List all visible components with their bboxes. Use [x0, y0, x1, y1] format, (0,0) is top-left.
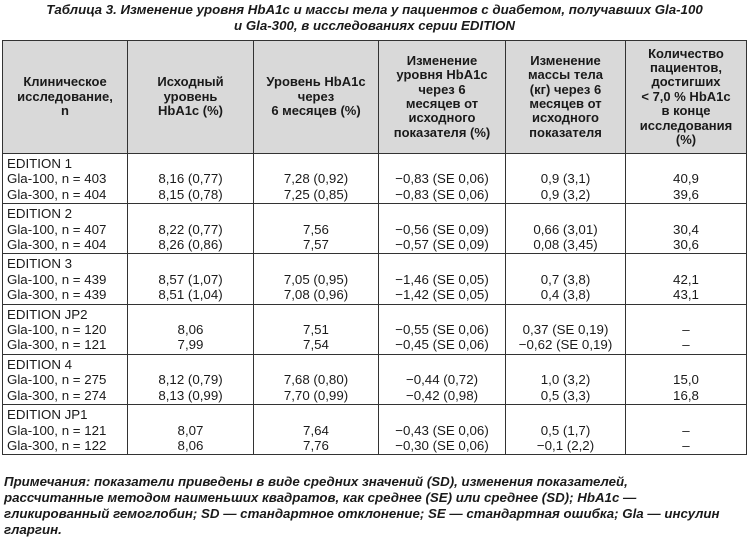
cell-value: 0,08 (3,45)	[533, 237, 598, 253]
blank-line	[510, 206, 621, 221]
value-cell-baseline	[128, 405, 254, 455]
blank-line	[630, 156, 742, 171]
value-cell-target	[626, 304, 747, 354]
value-cell-hba1c-change	[379, 405, 506, 455]
value-cell-hba1c-change	[379, 154, 506, 204]
column-header-line: исходного	[532, 110, 599, 126]
blank-line	[132, 407, 249, 422]
value-cell-baseline	[128, 204, 254, 254]
cell-value: −0,83 (SE 0,06)	[395, 186, 489, 202]
study-name: EDITION 4	[7, 356, 73, 372]
value-cell-weight-change	[506, 304, 626, 354]
cell-value: 1,0 (3,2)	[540, 372, 591, 388]
cell-value: 8,51 (1,04)	[158, 287, 223, 303]
column-header-line: Изменение	[530, 52, 601, 68]
column-header-line: показателя	[529, 124, 602, 140]
column-header-line: достигших	[651, 74, 721, 90]
cell-value: −1,42 (SE 0,05)	[395, 287, 489, 303]
value-cell-hba1c-change	[379, 204, 506, 254]
value-cell-target	[626, 405, 747, 455]
cell-value: −1,46 (SE 0,05)	[395, 271, 489, 287]
blank-line	[510, 156, 621, 171]
cell-value: −0,62 (SE 0,19)	[518, 337, 613, 353]
cell-value: –	[682, 337, 690, 353]
value-cell-target	[626, 354, 747, 404]
blank-line	[383, 357, 501, 372]
column-header-line: месяцев от	[529, 96, 602, 111]
column-header-line: уровень	[163, 88, 218, 104]
cell-value: 40,9	[673, 171, 699, 187]
value-cell-weight-change	[506, 204, 626, 254]
cell-value: 16,8	[673, 387, 699, 403]
blank-line	[132, 156, 249, 171]
column-header	[379, 41, 506, 154]
cell-value: 7,70 (0,99)	[283, 387, 349, 403]
study-cell	[3, 254, 128, 304]
arm-label: Gla-300, n = 122	[7, 437, 107, 453]
cell-value: –	[682, 422, 690, 438]
notes-line-4: гларгин.	[4, 522, 62, 537]
cell-value: 7,25 (0,85)	[283, 186, 349, 202]
column-header	[128, 41, 254, 154]
value-cell-target	[626, 204, 747, 254]
value-cell-weight-change	[506, 405, 626, 455]
cell-value: −0,42 (0,98)	[405, 387, 479, 403]
study-cell	[3, 405, 128, 455]
cell-value: –	[682, 437, 690, 453]
column-header-line: массы тела	[528, 67, 603, 83]
column-header-line: (%)	[675, 132, 697, 148]
arm-label: Gla-100, n = 121	[7, 422, 107, 438]
cell-value: 8,12 (0,79)	[158, 372, 223, 388]
cell-value: 0,37 (SE 0,19)	[522, 322, 609, 338]
cell-value: 8,13 (0,99)	[158, 387, 223, 403]
value-cell-hba1c-change	[379, 254, 506, 304]
blank-line	[258, 156, 374, 171]
header-row	[3, 41, 747, 154]
value-cell-target	[626, 254, 747, 304]
column-header	[626, 41, 747, 154]
cell-value: 7,28 (0,92)	[283, 171, 349, 187]
cell-value: 8,26 (0,86)	[158, 237, 223, 253]
blank-line	[258, 206, 374, 221]
table-row	[3, 204, 747, 254]
study-cell	[3, 204, 128, 254]
cell-value: −0,1 (2,2)	[536, 437, 595, 453]
column-header-line: 6 месяцев (%)	[271, 103, 361, 119]
cell-value: 8,06	[177, 437, 204, 453]
study-name: EDITION JP2	[7, 306, 88, 322]
arm-label: Gla-100, n = 275	[7, 372, 107, 388]
cell-value: −0,43 (SE 0,06)	[395, 422, 489, 438]
cell-value: 15,0	[673, 372, 699, 388]
value-cell-month6	[254, 204, 379, 254]
cell-value: 7,99	[177, 337, 204, 353]
value-cell-month6	[254, 154, 379, 204]
table-notes	[4, 474, 744, 538]
table-row	[3, 304, 747, 354]
value-cell-month6	[254, 254, 379, 304]
value-cell-hba1c-change	[379, 304, 506, 354]
blank-line	[132, 256, 249, 271]
column-header	[506, 41, 626, 154]
blank-line	[258, 307, 374, 322]
cell-value: 39,6	[673, 186, 699, 202]
blank-line	[510, 307, 621, 322]
cell-value: 7,05 (0,95)	[283, 271, 349, 287]
column-header-line: Уровень HbA1c	[266, 74, 366, 90]
blank-line	[383, 307, 501, 322]
column-header-line: в конце	[661, 103, 711, 119]
cell-value: 0,9 (3,2)	[540, 186, 591, 202]
cell-value: 8,06	[177, 322, 204, 338]
cell-value: 7,57	[303, 237, 329, 253]
cell-value: 7,68 (0,80)	[283, 372, 349, 388]
cell-value: 42,1	[673, 271, 699, 287]
value-cell-weight-change	[506, 154, 626, 204]
blank-line	[630, 407, 742, 422]
cell-value: 0,7 (3,8)	[540, 271, 591, 287]
cell-value: –	[682, 322, 690, 338]
blank-line	[258, 357, 374, 372]
column-header-line: пациентов,	[650, 59, 722, 75]
blank-line	[132, 206, 249, 221]
column-header-line: Изменение	[406, 52, 478, 68]
blank-line	[630, 357, 742, 372]
blank-line	[383, 256, 501, 271]
column-header-line: исходного	[408, 110, 476, 126]
study-name: EDITION 2	[7, 206, 73, 222]
arm-label: Gla-100, n = 407	[7, 221, 107, 237]
notes-line-3: гликированный гемоглобин; SD — стандартное отклонение; SE — стандартная ошибка; Gla — инсулин	[4, 506, 720, 521]
blank-line	[383, 156, 501, 171]
cell-value: 0,5 (1,7)	[540, 422, 591, 438]
blank-line	[258, 256, 374, 271]
value-cell-baseline	[128, 354, 254, 404]
column-header-line: исследования	[639, 117, 733, 133]
blank-line	[383, 206, 501, 221]
cell-value: −0,56 (SE 0,09)	[395, 221, 489, 237]
arm-label: Gla-300, n = 121	[7, 337, 107, 353]
column-header-line: Исходный	[157, 74, 224, 90]
table-row	[3, 254, 747, 304]
cell-value: 7,64	[303, 422, 329, 438]
arm-label: Gla-300, n = 404	[7, 237, 107, 253]
blank-line	[630, 256, 742, 271]
blank-line	[383, 407, 501, 422]
arm-label: Gla-300, n = 404	[7, 186, 107, 202]
cell-value: −0,45 (SE 0,06)	[395, 337, 489, 353]
value-cell-weight-change	[506, 254, 626, 304]
column-header-line: Количество	[648, 45, 724, 61]
notes-line-2: рассчитанные методом наименьших квадратов, как среднее (SE) или среднее (SD); HbA1c —	[4, 490, 637, 505]
cell-value: −0,55 (SE 0,06)	[395, 322, 489, 338]
study-cell	[3, 354, 128, 404]
notes-line-1: Примечания: показатели приведены в виде средних значений (SD), изменения показателей,	[4, 474, 628, 489]
blank-line	[510, 256, 621, 271]
value-cell-hba1c-change	[379, 354, 506, 404]
blank-line	[132, 357, 249, 372]
arm-label: Gla-100, n = 120	[7, 322, 107, 338]
blank-line	[258, 407, 374, 422]
value-cell-baseline	[128, 254, 254, 304]
blank-line	[510, 357, 621, 372]
cell-value: −0,44 (0,72)	[405, 372, 479, 388]
blank-line	[630, 307, 742, 322]
cell-value: 8,16 (0,77)	[158, 171, 223, 187]
table-body	[3, 154, 747, 455]
cell-value: 8,22 (0,77)	[158, 221, 223, 237]
table-row	[3, 354, 747, 404]
cell-value: 43,1	[673, 287, 699, 303]
value-cell-month6	[254, 405, 379, 455]
column-header-line: < 7,0 % HbA1c	[641, 88, 731, 104]
arm-label: Gla-100, n = 439	[7, 271, 107, 287]
hba1c-weight-table	[2, 40, 747, 455]
cell-value: 7,56	[303, 221, 329, 237]
cell-value: 7,54	[303, 337, 329, 353]
cell-value: 0,9 (3,1)	[540, 171, 591, 187]
cell-value: 30,6	[673, 237, 699, 253]
value-cell-month6	[254, 304, 379, 354]
column-header-line: через 6	[418, 81, 466, 97]
cell-value: 0,66 (3,01)	[533, 221, 598, 237]
value-cell-baseline	[128, 304, 254, 354]
caption-line-2: и Gla-300, в исследованиях серии EDITION	[234, 18, 515, 33]
table-caption	[0, 2, 749, 34]
study-name: EDITION 3	[7, 256, 73, 272]
column-header-line: Клиническое	[23, 74, 107, 90]
column-header	[254, 41, 379, 154]
cell-value: 0,4 (3,8)	[540, 287, 591, 303]
cell-value: 0,5 (3,3)	[540, 387, 591, 403]
blank-line	[510, 407, 621, 422]
arm-label: Gla-300, n = 274	[7, 387, 107, 403]
table-row	[3, 405, 747, 455]
cell-value: 8,15 (0,78)	[158, 186, 223, 202]
column-header-line: исследование,	[17, 88, 113, 104]
caption-line-1: Таблица 3. Изменение уровня HbA1c и массы тела у пациентов с диабетом, получавших Gla-100	[46, 2, 703, 17]
column-header-line: n	[61, 103, 69, 119]
cell-value: 7,51	[303, 322, 329, 338]
table-row	[3, 154, 747, 204]
value-cell-weight-change	[506, 354, 626, 404]
column-header	[3, 41, 128, 154]
study-name: EDITION 1	[7, 156, 73, 171]
column-header-line: уровня HbA1c	[396, 67, 488, 83]
column-header-line: через	[297, 88, 335, 104]
cell-value: 30,4	[673, 221, 699, 237]
value-cell-month6	[254, 354, 379, 404]
value-cell-baseline	[128, 154, 254, 204]
cell-value: 7,08 (0,96)	[283, 287, 349, 303]
column-header-line: (кг) через 6	[529, 81, 602, 97]
column-header-line: показателя (%)	[393, 124, 491, 140]
column-header-line: месяцев от	[405, 96, 479, 111]
value-cell-target	[626, 154, 747, 204]
study-name: EDITION JP1	[7, 407, 88, 423]
study-cell	[3, 154, 128, 204]
study-cell	[3, 304, 128, 354]
cell-value: −0,83 (SE 0,06)	[395, 171, 489, 187]
cell-value: −0,30 (SE 0,06)	[395, 437, 489, 453]
cell-value: 7,76	[303, 437, 329, 453]
blank-line	[132, 307, 249, 322]
cell-value: 8,07	[177, 422, 204, 438]
column-header-line: HbA1c (%)	[157, 103, 223, 119]
arm-label: Gla-300, n = 439	[7, 287, 107, 303]
blank-line	[630, 206, 742, 221]
cell-value: −0,57 (SE 0,09)	[395, 237, 489, 253]
arm-label: Gla-100, n = 403	[7, 171, 107, 187]
cell-value: 8,57 (1,07)	[158, 271, 223, 287]
